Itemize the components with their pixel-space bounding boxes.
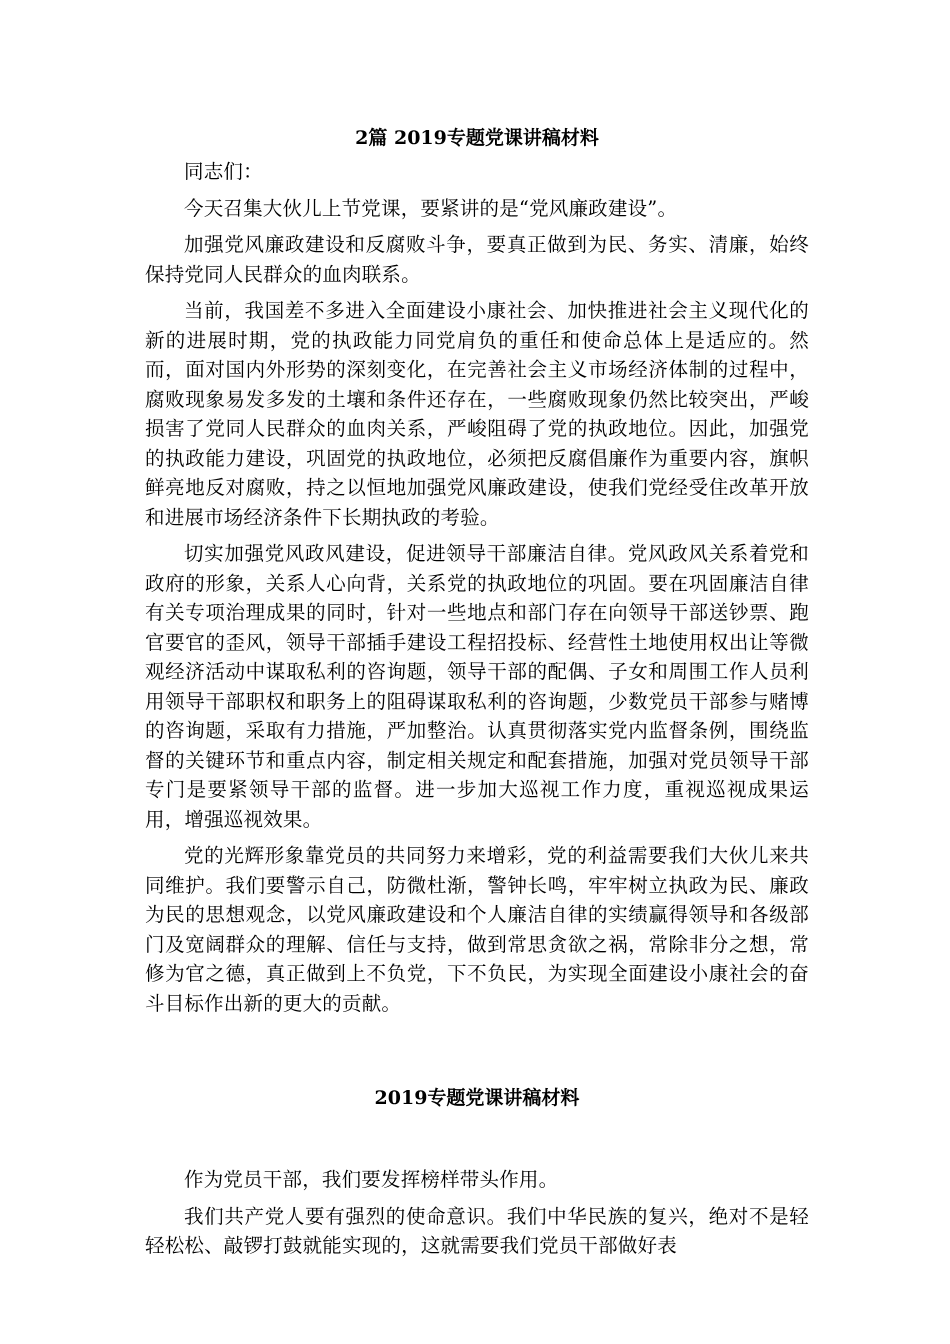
paragraph-3: 当前，我国差不多进入全面建设小康社会、加快推进社会主义现代化的新的进展时期，党的执政能力同党肩负的重任和使命总体上是适应的。然而，面对国内外形势的深刻变化，在完善社会主义市场经济体制的过程中，腐败现象易发多发的土壤和条件还存在，一些腐败现象仍然比较突出，严峻损害了党同人民群众的血肉关系，严峻阻碍了党的执政地位。因此，加强党的执政能力建设，巩固党的执政地位，必须把反腐倡廉作为重要内容，旗帜鲜亮地反对腐败，持之以恒地加强党风廉政建设，使我们党经受住改革开放和进展市场经济条件下长期执政的考验。	[145, 299, 809, 529]
paragraph-5: 党的光辉形象靠党员的共同努力来增彩，党的利益需要我们大伙儿来共同维护。我们要警示自己，防微杜渐，警钟长鸣，牢牢树立执政为民、廉政为民的思想观念，以党风廉政建设和个人廉洁自律的实绩赢得领导和各级部门及宽阔群众的理解、信任与支持，做到常思贪欲之祸，常除非分之想，常修为官之德，真正做到上不负党，下不负民，为实现全面建设小康社会的奋斗目标作出新的更大的贡献。	[145, 844, 809, 1015]
greeting: 同志们：	[184, 160, 263, 183]
document-title: 2篇 2019专题党课讲稿材料	[355, 127, 599, 149]
paragraph-1: 今天召集大伙儿上节党课，要紧讲的是“党风廉政建设”。	[184, 196, 678, 220]
document-page	[145, 121, 809, 1268]
section-spacer	[145, 1025, 809, 1081]
paragraph-6: 作为党员干部，我们要发挥榜样带头作用。	[184, 1168, 559, 1191]
section-spacer-2	[145, 1115, 809, 1165]
second-section-title: 2019专题党课讲稿材料	[374, 1087, 580, 1109]
paragraph-7: 我们共产党人要有强烈的使命意识。我们中华民族的复兴，绝对不是轻轻松松、敲锣打鼓就能实现的，这就需要我们党员干部做好表	[145, 1204, 809, 1257]
paragraph-2: 加强党风廉政建设和反腐败斗争，要真正做到为民、务实、清廉，始终保持党同人民群众的血肉联系。	[145, 233, 809, 286]
paragraph-4: 切实加强党风政风建设，促进领导干部廉洁自律。党风政风关系着党和政府的形象，关系人心向背，关系党的执政地位的巩固。要在巩固廉洁自律有关专项治理成果的同时，针对一些地点和部门存在向领导干部送钞票、跑官要官的歪风，领导干部插手建设工程招投标、经营性土地使用权出让等微观经济活动中谋取私利的咨询题，领导干部的配偶、子女和周围工作人员利用领导干部职权和职务上的阻碍谋取私利的咨询题，少数党员干部参与赌博的咨询题，采取有力措施，严加整治。认真贯彻落实党内监督条例，围绕监督的关键环节和重点内容，制定相关规定和配套措施，加强对党员领导干部专门是要紧领导干部的监督。进一步加大巡视工作力度，重视巡视成果运用，增强巡视效果。	[145, 542, 809, 831]
